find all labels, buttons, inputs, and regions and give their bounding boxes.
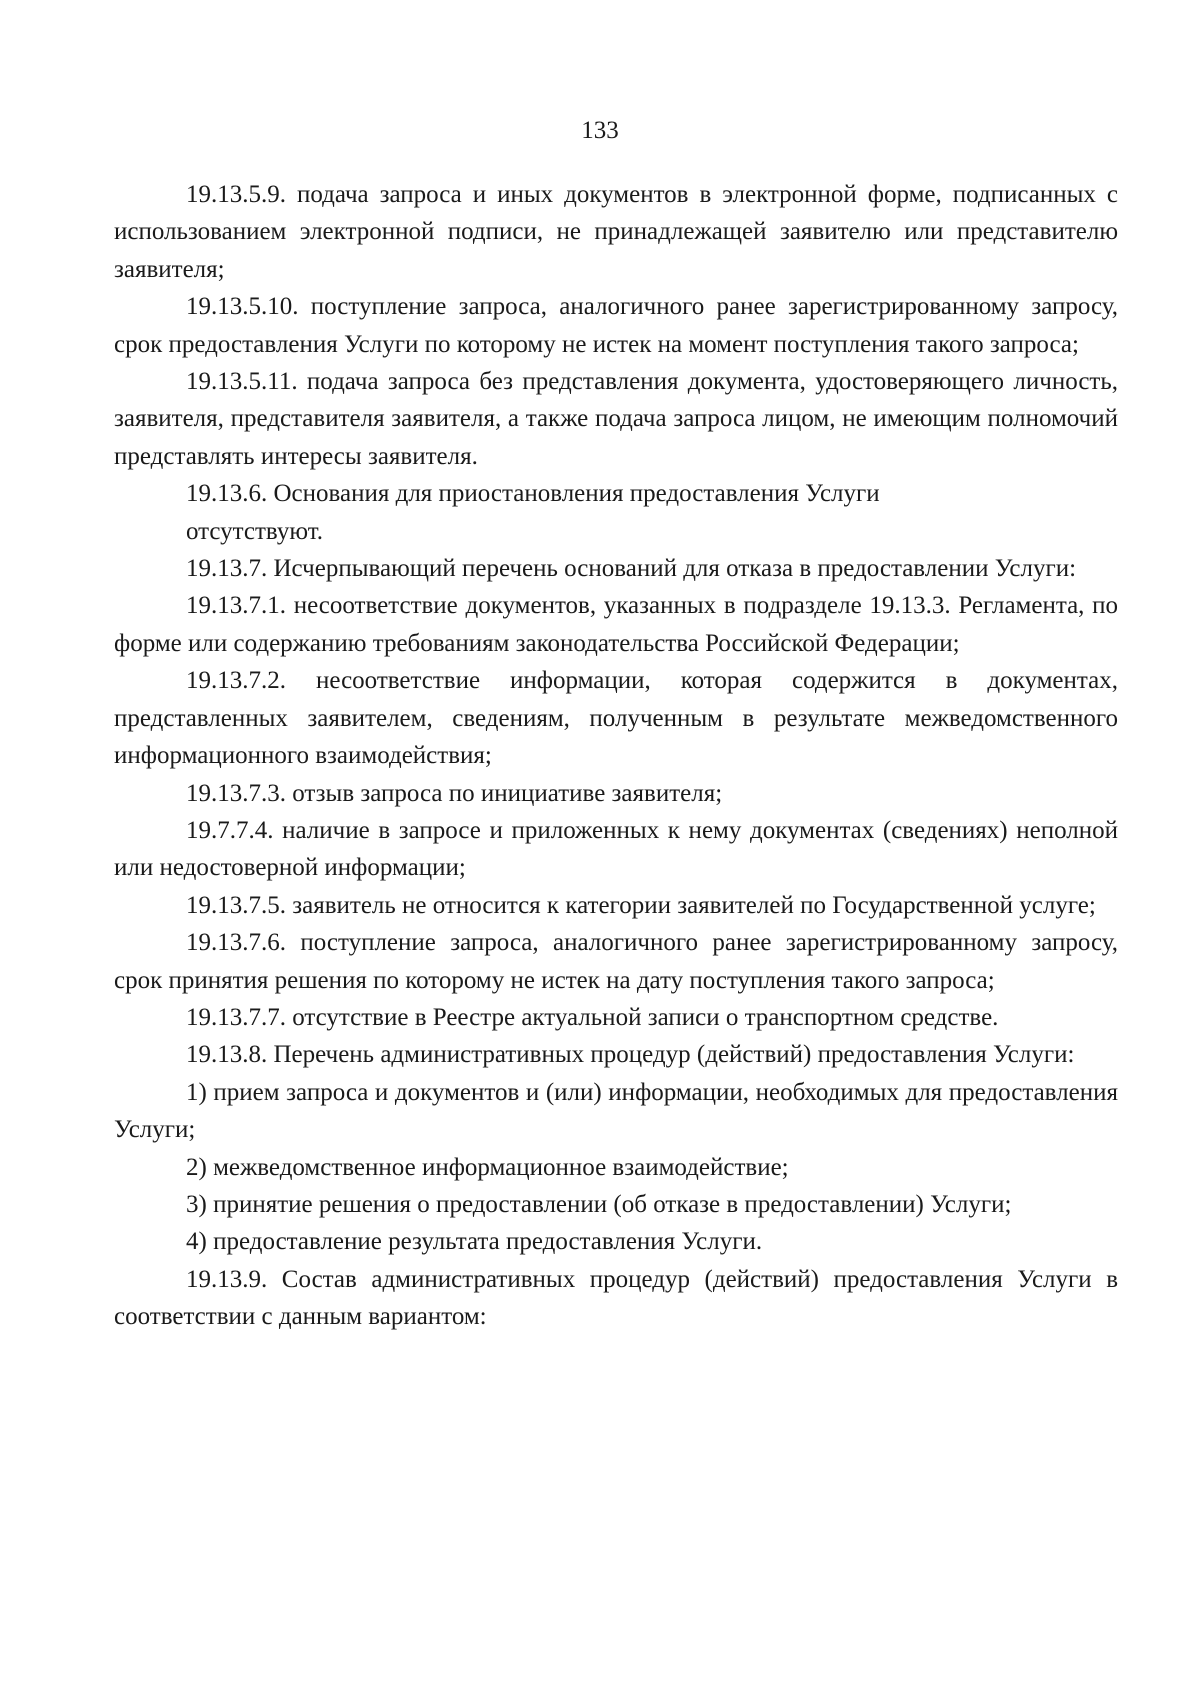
paragraph-19-7-7-4: 19.7.7.4. наличие в запросе и приложенных к нему документах (сведениях) неполной или недостоверной информации; (114, 816, 1118, 882)
paragraph-19-13-8: 19.13.8. Перечень административных процедур (действий) предоставления Услуги: (186, 1041, 1075, 1069)
paragraph-19-13-7: 19.13.7. Исчерпывающий перечень оснований для отказа в предоставлении Услуги: (186, 555, 1077, 583)
list-item-1: 1) прием запроса и документов и (или) информации, необходимых для предоставления Услуги; (114, 1078, 1118, 1144)
paragraph-19-13-7-6: 19.13.7.6. поступление запроса, аналогичного ранее зарегистрированному запросу, срок принятия решения по которому не истек на дату поступления такого запроса; (114, 929, 1118, 994)
document-body (114, 176, 1118, 1336)
paragraph-19-13-7-2: 19.13.7.2. несоответствие информации, которая содержится в документах, представленных заявителем, сведениям, полученным в результате межведомственного информационного взаимодействия; (114, 667, 1118, 770)
list-item-4: 4) предоставление результата предоставления Услуги. (186, 1228, 763, 1256)
paragraph-19-13-7-7: 19.13.7.7. отсутствие в Реестре актуальной записи о транспортном средстве. (186, 1003, 999, 1031)
paragraph-19-13-7-3: 19.13.7.3. отзыв запроса по инициативе заявителя; (186, 779, 723, 807)
paragraph-19-13-5-11: 19.13.5.11. подача запроса без представления документа, удостоверяющего личность, заявителя, представителя заявителя, а также подача запроса лицом, не имеющим полномочий представлять интересы заявителя. (114, 368, 1118, 470)
list-item-3: 3) принятие решения о предоставлении (об отказе в предоставлении) Услуги; (186, 1190, 1012, 1218)
paragraph-19-13-5-10: 19.13.5.10. поступление запроса, аналогичного ранее зарегистрированному запросу, срок предоставления Услуги по которому не истек на момент поступления такого запроса; (114, 293, 1118, 358)
paragraph-19-13-7-1: 19.13.7.1. несоответствие документов, указанных в подразделе 19.13.3. Регламента, по форме или содержанию требованиям законодательства Российской Федерации; (114, 592, 1118, 657)
paragraph-19-13-6: 19.13.6. Основания для приостановления предоставления Услуги (186, 480, 880, 508)
list-item-2: 2) межведомственное информационное взаимодействие; (186, 1153, 789, 1181)
paragraph-19-13-9: 19.13.9. Состав административных процедур (действий) предоставления Услуги в соответствии с данным вариантом: (114, 1265, 1118, 1331)
paragraph-19-13-7-5: 19.13.7.5. заявитель не относится к категории заявителей по Государственной услуге; (186, 891, 1096, 919)
paragraph-19-13-6-continuation: отсутствуют. (186, 517, 324, 545)
paragraph-19-13-5-9: 19.13.5.9. подача запроса и иных документов в электронной форме, подписанных с использованием электронной подписи, не принадлежащей заявителю или представителю заявителя; (114, 181, 1118, 283)
page-number: 133 (581, 117, 619, 144)
